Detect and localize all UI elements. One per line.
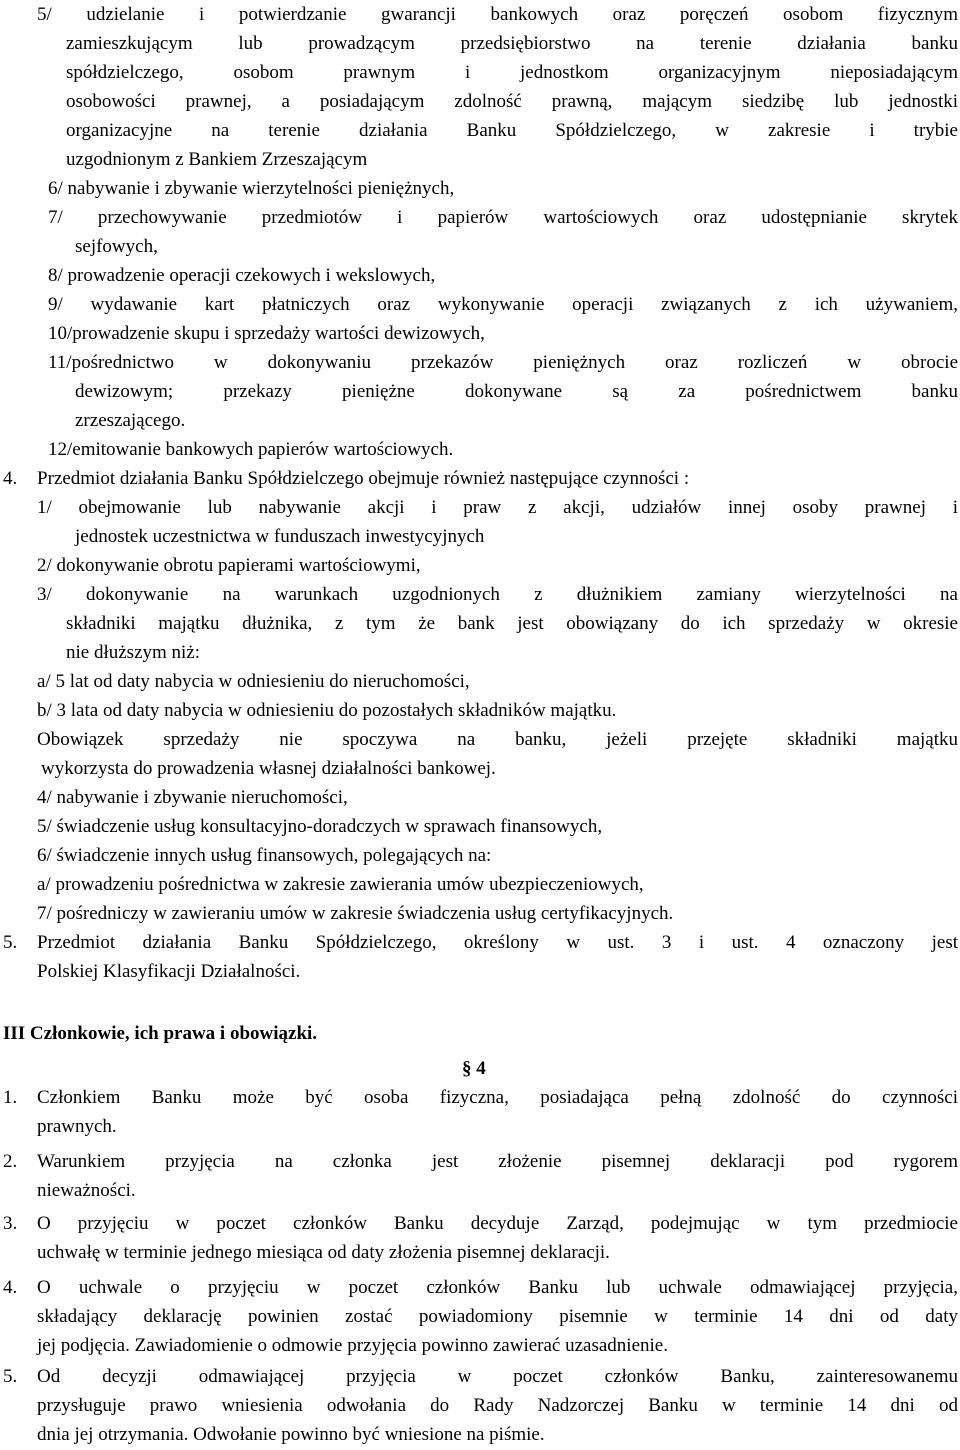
text-line: uchwałę w terminie jednego miesiąca od daty złożenia pisemnej deklaracji. xyxy=(37,1242,610,1263)
text-line: O przyjęciu w poczet członków Banku decyduje Zarząd, podejmując w tym przedmiocie xyxy=(37,1213,958,1234)
list-number: 5. xyxy=(3,1366,18,1387)
text-line: Członkiem Banku może być osoba fizyczna, posiadająca pełną zdolność do czynności xyxy=(37,1087,958,1108)
text-line: b/ 3 lata od daty nabycia w odniesieniu do pozostałych składników majątku. xyxy=(37,700,617,721)
text-line: zrzeszającego. xyxy=(75,410,186,431)
list-number: 3. xyxy=(3,1213,18,1234)
text-line: 12/emitowanie bankowych papierów wartościowych. xyxy=(48,439,454,460)
text-line: 1/ obejmowanie lub nabywanie akcji i praw z akcji, udziałów innej osoby prawnej i xyxy=(37,497,958,518)
list-number: 2. xyxy=(3,1151,18,1172)
text-line: osobowości prawnej, a posiadającym zdolność prawną, mającym siedzibę lub jednostki xyxy=(66,91,958,112)
text-line: składniki majątku dłużnika, z tym że bank jest obowiązany do ich sprzedaży w okresie xyxy=(66,613,958,634)
text-line: 7/ przechowywanie przedmiotów i papierów wartościowych oraz udostępnianie skrytek xyxy=(48,207,958,228)
text-line: Przedmiot działania Banku Spółdzielczego, określony w ust. 3 i ust. 4 oznaczony jest xyxy=(37,932,958,953)
text-line: O uchwale o przyjęciu w poczet członków Banku lub uchwale odmawiającej przyjęcia, xyxy=(37,1277,958,1298)
text-line: Obowiązek sprzedaży nie spoczywa na banku, jeżeli przejęte składniki majątku xyxy=(37,729,958,750)
text-line: 3/ dokonywanie na warunkach uzgodnionych z dłużnikiem zamiany wierzytelności na xyxy=(37,584,958,605)
text-line: sejfowych, xyxy=(75,236,158,257)
text-line: składający deklarację powinien zostać powiadomiony pisemnie w terminie 14 dni od daty xyxy=(37,1306,958,1327)
text-line: Od decyzji odmawiającej przyjęcia w poczet członków Banku, zainteresowanemu xyxy=(37,1366,958,1387)
text-line: nieważności. xyxy=(37,1180,136,1201)
section-sign xyxy=(462,1054,486,1083)
list-number: 1. xyxy=(3,1087,18,1108)
paragraph-sign-icon: § xyxy=(462,1058,472,1079)
text-line: a/ 5 lat od daty nabycia w odniesieniu do nieruchomości, xyxy=(37,671,470,692)
text-line: dewizowym; przekazy pieniężne dokonywane są za pośrednictwem banku xyxy=(75,381,958,402)
text-line: 6/ nabywanie i zbywanie wierzytelności pieniężnych, xyxy=(48,178,455,199)
text-line: wykorzysta do prowadzenia własnej działalności bankowej. xyxy=(41,758,496,779)
text-line: organizacyjne na terenie działania Banku Spółdzielczego, w zakresie i trybie xyxy=(66,120,958,141)
text-line: Warunkiem przyjęcia na członka jest złożenie pisemnej deklaracji pod rygorem xyxy=(37,1151,958,1172)
text-line: 5/ świadczenie usług konsultacyjno-doradczych w sprawach finansowych, xyxy=(37,816,603,837)
text-line: 9/ wydawanie kart płatniczych oraz wykonywanie operacji związanych z ich używaniem, xyxy=(48,294,958,315)
text-line: uzgodnionym z Bankiem Zrzeszającym xyxy=(66,149,368,170)
text-line: Polskiej Klasyfikacji Działalności. xyxy=(37,961,301,982)
text-line: spółdzielczego, osobom prawnym i jednostkom organizacyjnym nieposiadającym xyxy=(66,62,958,83)
text-line: 6/ świadczenie innych usług finansowych, polegających na: xyxy=(37,845,492,866)
text-line: 5/ udzielanie i potwierdzanie gwarancji bankowych oraz poręczeń osobom fizycznym xyxy=(37,4,958,25)
list-number: 4. xyxy=(3,1277,18,1298)
text-line: jej podjęcia. Zawiadomienie o odmowie przyjęcia powinno zawierać uzasadnienie. xyxy=(37,1335,668,1356)
text-line: prawnych. xyxy=(37,1116,117,1137)
text-line: a/ prowadzeniu pośrednictwa w zakresie zawierania umów ubezpieczeniowych, xyxy=(37,874,644,895)
text-line: przysługuje prawo wniesienia odwołania do Rady Nadzorczej Banku w terminie 14 dni od xyxy=(37,1395,958,1416)
text-line: 7/ pośredniczy w zawieraniu umów w zakresie świadczenia usług certyfikacyjnych. xyxy=(37,903,674,924)
text-line: nie dłuższym niż: xyxy=(66,642,201,663)
text-line: 11/pośrednictwo w dokonywaniu przekazów pieniężnych oraz rozliczeń w obrocie xyxy=(48,352,958,373)
text-line: 4/ nabywanie i zbywanie nieruchomości, xyxy=(37,787,348,808)
text-line: jednostek uczestnictwa w funduszach inwestycyjnych xyxy=(75,526,485,547)
text-line: dnia jej otrzymania. Odwołanie powinno być wniesione na piśmie. xyxy=(37,1424,545,1445)
text-line: zamieszkującym lub prowadzącym przedsiębiorstwo na terenie działania banku xyxy=(66,33,958,54)
text-line: 8/ prowadzenie operacji czekowych i wekslowych, xyxy=(48,265,436,286)
list-number: 5. xyxy=(3,932,18,953)
text-line: 10/prowadzenie skupu i sprzedaży wartości dewizowych, xyxy=(48,323,485,344)
section-heading: III Członkowie, ich prawa i obowiązki. xyxy=(3,1023,318,1044)
list-number: 4. xyxy=(3,468,18,489)
section-number: 4 xyxy=(476,1058,486,1079)
text-line: Przedmiot działania Banku Spółdzielczego obejmuje również następujące czynności : xyxy=(37,468,690,489)
text-line: 2/ dokonywanie obrotu papierami wartościowymi, xyxy=(37,555,421,576)
